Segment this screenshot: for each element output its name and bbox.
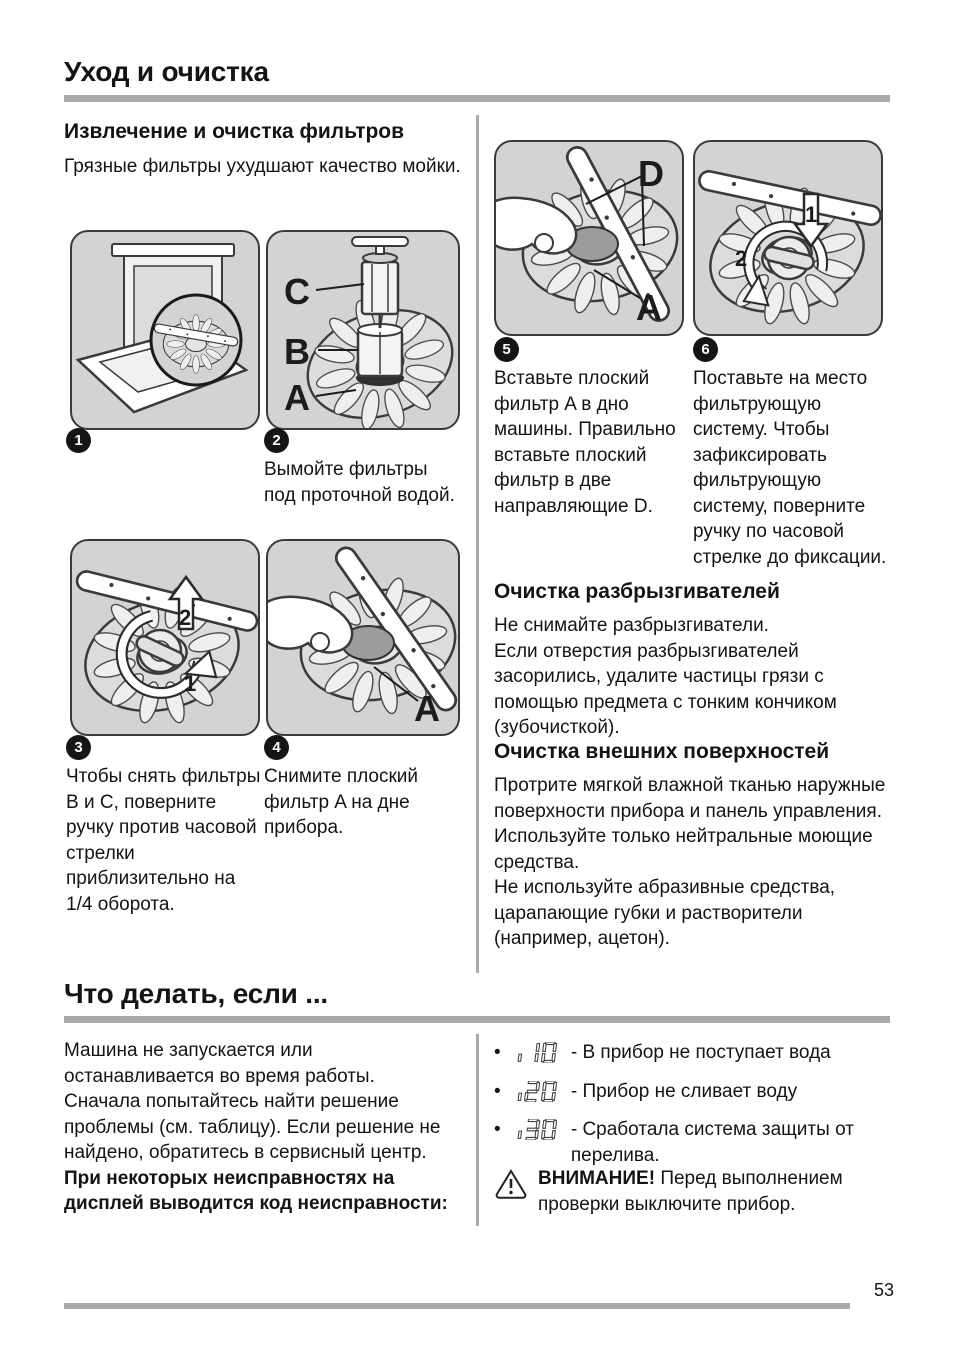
step-badge-4: 4 <box>264 735 289 760</box>
column-divider-2 <box>476 1034 479 1226</box>
troubleshoot-title: Что делать, если ... <box>64 978 328 1009</box>
label-b: B <box>284 331 310 372</box>
label-a: A <box>284 377 310 418</box>
label-c: C <box>284 271 310 312</box>
external-heading: Очистка внешних поверхностей <box>494 740 830 763</box>
dishwasher-illustration <box>72 232 258 428</box>
lock-filter-system-illustration <box>695 142 881 334</box>
step-text-4: Снимите плоский фильтр A на дне прибора. <box>264 766 419 838</box>
step-text-3: Чтобы снять фильтры B и C, поверните ручку против часовой стрелки приблизительно на 1/4 оборота. <box>66 766 261 915</box>
warning-triangle-icon <box>494 1168 528 1199</box>
title-rule <box>64 95 890 102</box>
external-line-2: Используйте только нейтральные моющие средства. <box>494 826 873 873</box>
error-code-text: - Прибор не сливает воду <box>570 1080 798 1102</box>
figure-filter-assembly <box>266 230 460 430</box>
filters-intro: Грязные фильтры ухудшают качество мойки. <box>64 156 461 177</box>
label-a: A <box>636 287 662 328</box>
page-title: Уход и очистка <box>64 56 269 87</box>
troubleshoot-para-bold: При некоторых неисправностях на дисплей выводится код неисправности: <box>64 1167 448 1214</box>
remove-flat-filter-illustration <box>268 541 458 734</box>
spray-arms-heading: Очистка разбрызгивателей <box>494 580 780 603</box>
step-badge-2: 2 <box>264 428 289 453</box>
column-divider <box>476 115 479 973</box>
bullet-icon: • <box>494 1080 501 1102</box>
warning-label: ВНИМАНИЕ! <box>538 1168 656 1189</box>
error-code-text: - В прибор не поступает вода <box>570 1042 831 1063</box>
figure-insert-flat-filter <box>494 140 684 336</box>
error-code-text: - Сработала система защиты от перелива. <box>570 1119 854 1166</box>
error-code-row <box>494 1079 896 1110</box>
spray-arms-line-2: Если отверстия разбрызгивателей засорились, удалите частицы грязи с помощью предмета с тонким кончиком (зубочисткой). <box>494 640 837 738</box>
spray-arms-line-1: Не снимайте разбрызгиватели. <box>494 615 769 636</box>
step-badge-5: 5 <box>494 337 519 362</box>
filter-assembly-illustration <box>268 232 458 428</box>
arrow-number-1: 1 <box>184 671 197 696</box>
error-code-display-i30 <box>516 1119 563 1148</box>
footer-rule <box>64 1303 850 1309</box>
error-code-display-i20 <box>516 1081 563 1110</box>
error-code-row <box>494 1040 896 1071</box>
label-d: D <box>638 153 664 194</box>
step-badge-3: 3 <box>66 735 91 760</box>
figure-dishwasher <box>70 230 260 430</box>
arrow-number-2: 2 <box>735 246 748 271</box>
bullet-icon: • <box>494 1042 501 1063</box>
external-line-3: Не используйте абразивные средства, царапающие губки и растворители (например, ацетон). <box>494 877 836 949</box>
turn-handle-illustration <box>72 541 258 734</box>
arrow-number-1: 1 <box>805 202 818 227</box>
step-badge-1: 1 <box>66 428 91 453</box>
troubleshoot-para-1: Машина не запускается или останавливается во время работы. <box>64 1040 375 1087</box>
figure-lock-filter-system <box>693 140 883 336</box>
bullet-icon: • <box>494 1119 501 1140</box>
troubleshoot-para-2: Сначала попытайтесь найти решение проблемы (см. таблицу). Если решение не найдено, обратитесь в сервисный центр. <box>64 1091 441 1163</box>
label-a: A <box>414 688 440 729</box>
page-number: 53 <box>873 1280 894 1300</box>
step-text-2: Вымойте фильтры под проточной водой. <box>264 459 455 506</box>
figure-remove-flat-filter <box>266 539 460 736</box>
filters-heading: Извлечение и очистка фильтров <box>64 120 405 143</box>
error-code-list <box>494 1040 896 1176</box>
external-line-1: Протрите мягкой влажной тканью наружные поверхности прибора и панель управления. <box>494 775 886 822</box>
insert-flat-filter-illustration <box>496 142 682 334</box>
figure-turn-handle <box>70 539 260 736</box>
error-code-display-i10 <box>516 1042 563 1071</box>
step-text-5: Вставьте плоский фильтр A в дно машины. Правильно вставьте плоский фильтр в две направляющие D. <box>494 368 676 517</box>
arrow-number-2: 2 <box>179 605 192 630</box>
step-text-6: Поставьте на место фильтрующую систему. Чтобы зафиксировать фильтрующую систему, поверните ручку по часовой стрелке до фиксации. <box>693 368 887 568</box>
title-rule-2 <box>64 1016 890 1023</box>
error-code-row <box>494 1117 896 1168</box>
warning-text: Перед выполнением проверки выключите прибор. <box>538 1168 843 1215</box>
warning-note <box>494 1166 886 1217</box>
step-badge-6: 6 <box>693 337 718 362</box>
